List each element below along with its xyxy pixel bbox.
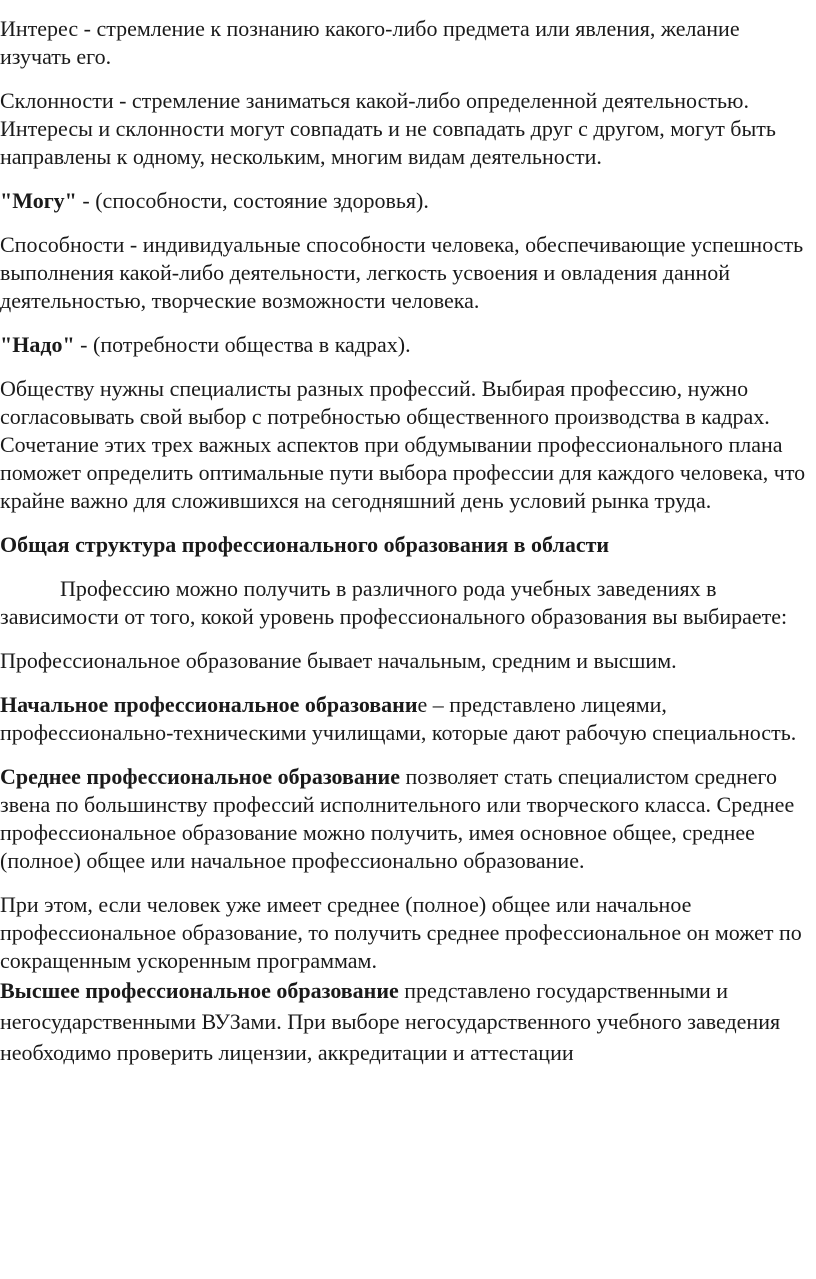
secondary-education-text: позволяет стать специалистом среднего звена по большинству профессий исполнительного или творческого класса. Среднее профессиональное образование можно получить, имея основное общее, среднее (полное) общее или начальное профессионально образование. [0,764,795,873]
primary-education-text: е – представлено лицеями, профессионально-техническими училищами, которые дают рабочую специальность. [0,692,797,745]
nado-term: "Надо" [0,332,75,357]
higher-education-term: Высшее профессиональное образование [0,978,399,1003]
section-heading [0,531,812,559]
paragraph-society-needs: Обществу нужны специалисты разных профессий. Выбирая профессию, нужно согласовывать свой выбор с потребностью общественного производства в кадрах. Сочетание этих трех важных аспектов при обдумывании профессионального плана поможет определить оптимальные пути выбора профессии для каждого человека, что крайне важно для сложившихся на сегодняшний день условий рынка труда. [0,376,806,513]
paragraph-education-levels: Профессиональное образование бывает начальным, средним и высшим. [0,648,677,673]
mogu-term: "Могу" [0,188,77,213]
paragraph-abilities: Способности - индивидуальные способности человека, обеспечивающие успешность выполнения какой-либо деятельности, легкость усвоения и овладения данной деятельностью, творческие возможности человека. [0,232,804,313]
paragraph-mogu [0,187,812,215]
paragraph-accelerated-programs: При этом, если человек уже имеет среднее (полное) общее или начальное профессиональное образование, то получить среднее профессиональное он может по сокращенным ускоренным программам. [0,892,802,973]
paragraph-inclinations: Склонности - стремление заниматься какой-либо определенной деятельностью. Интересы и склонности могут совпадать и не совпадать друг с другом, могут быть направлены к одному, нескольким, многим видам деятельности. [0,88,776,169]
primary-education-term: Начальное профессиональное образовани [0,692,418,717]
paragraph-interest: Интерес - стремление к познанию какого-либо предмета или явления, желание изучать его. [0,16,740,69]
section-heading-text: Общая структура профессионального образования в области [0,532,610,557]
paragraph-secondary-education [0,763,812,875]
mogu-definition: - (способности, состояние здоровья). [76,188,429,213]
nado-definition: - (потребности общества в кадрах). [74,332,411,357]
paragraph-primary-education [0,691,812,747]
higher-education-text: представлено государственными и негосударственными ВУЗами. При выборе негосударственного учебного заведения необходимо проверить лицензии, аккредитации и аттестации [0,978,781,1065]
paragraph-get-profession: Профессию можно получить в различного рода учебных заведениях в зависимости от того, кокой уровень профессионального образования вы выбираете: [0,576,788,629]
secondary-education-term: Среднее профессиональное образование [0,764,400,789]
document-page [0,15,812,1068]
paragraph-higher-education [0,975,812,1068]
paragraph-nado [0,331,812,359]
